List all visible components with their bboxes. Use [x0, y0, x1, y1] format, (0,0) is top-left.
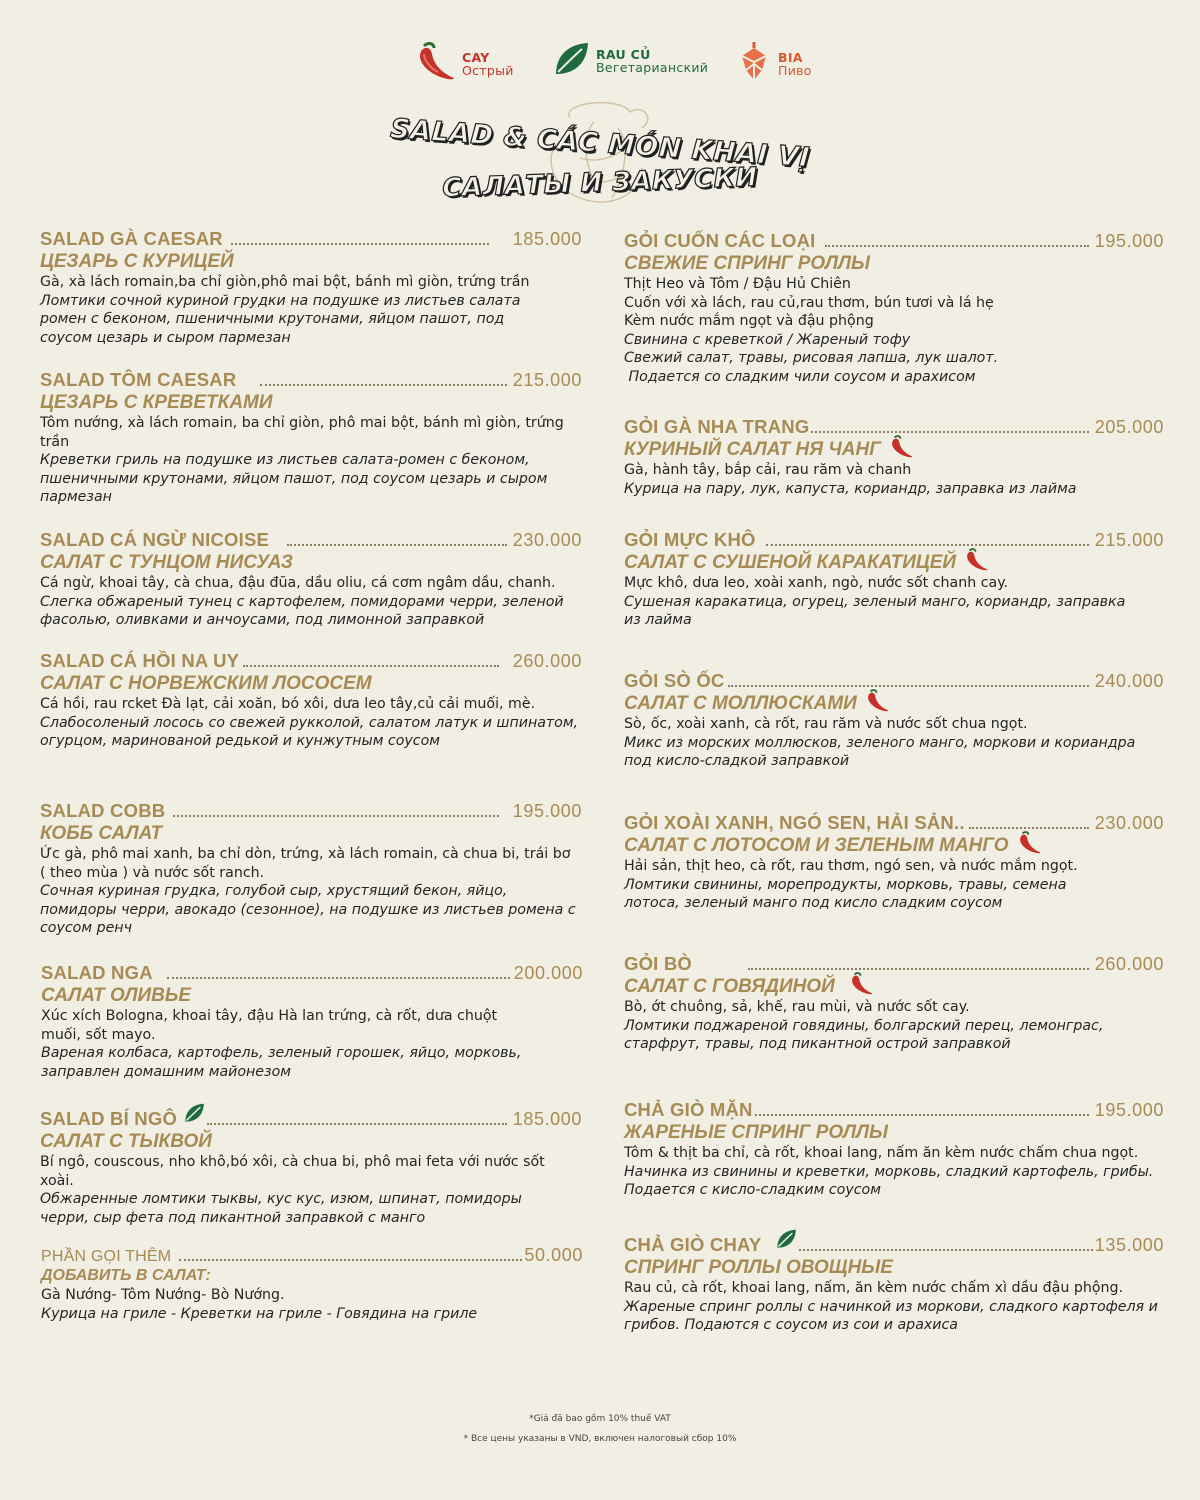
- item-name: CHẢ GIÒ MẶN: [624, 1099, 753, 1120]
- item-price: 205.000: [1094, 417, 1164, 437]
- item-description-vi: Cá hồi, rau rcket Đà lạt, cải xoăn, bó xôi, dưa leo tây,củ cải muối, mè.: [40, 696, 536, 712]
- item-description-vi: Mực khô, dưa leo, xoài xanh, ngò, nước sốt chanh cay.: [624, 575, 1009, 591]
- item-price: 260.000: [512, 651, 582, 671]
- menu-item: [624, 414, 1164, 498]
- item-name-ru-text: САЛАТ С ТУНЦОМ НИСУАЗ: [40, 552, 293, 573]
- item-name: SALAD NGA: [41, 962, 153, 983]
- item-description-vi: Tôm & thịt ba chỉ, cà rốt, khoai lang, nấm ăn kèm nước chấm chua ngọt.: [624, 1145, 1139, 1161]
- item-description-ru: Ломтики сочной куриной грудки на подушке из листьев салата ромен с беконом, пшеничными крутонами, яйцом пашот, под соусом цезарь и сыром пармезан: [40, 292, 521, 346]
- hop-icon: [736, 40, 772, 88]
- title-ru: САЛАТЫ И ЗАКУСКИ: [441, 162, 759, 204]
- dot-leader: [167, 977, 510, 979]
- dot-leader: [755, 1114, 1089, 1116]
- item-price: 215.000: [512, 370, 582, 390]
- item-price: 195.000: [1094, 231, 1164, 251]
- menu-item: [40, 798, 582, 938]
- item-name-ru: [40, 1130, 582, 1153]
- item-description-ru: Ломтики поджареной говядины, болгарский перец, лемонграс, старфрут, травы, под пикантной острой заправкой: [624, 1017, 1104, 1052]
- dot-leader: [748, 968, 1089, 970]
- dot-leader: [260, 384, 506, 386]
- menu-item: [624, 1097, 1164, 1200]
- item-name-ru: [41, 1266, 583, 1286]
- legend-vegetarian-ru: Вегетарианский: [596, 60, 709, 75]
- dot-leader: [799, 1249, 1092, 1251]
- item-price: 185.000: [512, 1109, 582, 1129]
- item-name-ru-text: СВЕЖИЕ СПРИНГ РОЛЛЫ: [624, 253, 871, 274]
- item-name: GỎI CUỐN CÁC LOẠI: [624, 230, 816, 251]
- item-name-ru-text: САЛАТ С НОРВЕЖСКИМ ЛОСОСЕМ: [40, 673, 372, 694]
- menu-item: [40, 527, 582, 630]
- menu-item: [40, 226, 582, 347]
- item-price: 135.000: [1094, 1235, 1164, 1255]
- menu-item: [41, 1244, 583, 1323]
- item-description-vi: Xúc xích Bologna, khoai tây, đậu Hà lan trứng, cà rốt, dưa chuột muối, sốt mayo.: [41, 1008, 498, 1043]
- item-description-vi: Rau củ, cà rốt, khoai lang, nấm, ăn kèm nước chấm xì dầu đậu phộng.: [624, 1280, 1124, 1296]
- item-description-vi: Bí ngô, couscous, nho khô,bó xôi, cà chua bi, phô mai feta với nước sốt xoài.: [40, 1154, 545, 1189]
- item-name-ru: [40, 672, 582, 695]
- item-name: SALAD BÍ NGÔ: [40, 1108, 178, 1129]
- item-price: 195.000: [512, 801, 582, 821]
- item-name-ru: [624, 1121, 1164, 1144]
- dot-leader: [243, 665, 499, 667]
- dot-leader: [728, 685, 1088, 687]
- item-name: CHẢ GIÒ CHAY: [624, 1234, 762, 1255]
- dot-leader: [179, 1259, 522, 1261]
- item-description-ru: Сушеная каракатица, огурец, зеленый манго, кориандр, заправка из лайма: [624, 593, 1126, 628]
- item-name-ru: [41, 984, 583, 1007]
- item-name-ru-text: КОББ САЛАТ: [40, 823, 163, 844]
- legend-beer-label: BIA: [778, 50, 803, 65]
- item-name: SALAD CÁ NGỪ NICOISE: [40, 529, 270, 550]
- menu-item: [624, 228, 1164, 386]
- item-name-ru-text: ДОБАВИТЬ В САЛАТ:: [41, 1267, 211, 1284]
- legend-spicy-ru: Острый: [462, 63, 514, 78]
- item-description-vi: Gà, hành tây, bắp cải, rau răm và chanh: [624, 462, 912, 478]
- item-description-vi: Kèm nước mắm ngọt và đậu phộng: [624, 313, 874, 329]
- item-name-ru: [624, 834, 1164, 857]
- item-description-vi: Hải sản, thịt heo, cà rốt, rau thơm, ngó sen, và nước mắm ngọt.: [624, 858, 1078, 874]
- item-name: GỎI BÒ: [624, 953, 693, 974]
- item-price: 200.000: [513, 963, 583, 983]
- item-description-vi: Tôm nướng, xà lách romain, ba chỉ giòn, phô mai bột, bánh mì giòn, trứng trần: [40, 415, 564, 450]
- legend-beer-ru: Пиво: [778, 63, 812, 78]
- menu-item: [41, 960, 583, 1081]
- menu-item: [624, 1232, 1164, 1335]
- item-name-ru: [624, 1256, 1164, 1279]
- item-name-ru: [624, 438, 1164, 461]
- page-title: [380, 98, 820, 218]
- item-name: PHẦN GỌI THÊM: [41, 1248, 172, 1265]
- item-description-ru: Вареная колбаса, картофель, зеленый горошек, яйцо, морковь, заправлен домашним майонезом: [41, 1045, 522, 1080]
- item-name: SALAD CÁ HỒI NA UY: [40, 650, 240, 671]
- item-description-ru: Начинка из свинины и креветки, морковь, сладкий картофель, грибы. Подается с кисло-сладким соусом: [624, 1163, 1154, 1198]
- menu-item: [624, 810, 1164, 913]
- item-name-ru-text: САЛАТ С ЛОТОСОМ И ЗЕЛЕНЫМ МАНГО: [624, 835, 1009, 856]
- menu-item: [624, 951, 1164, 1054]
- menu-item: [40, 648, 582, 751]
- item-name-ru-text: САЛАТ С ТЫКВОЙ: [40, 1131, 212, 1152]
- item-name-ru: [624, 975, 1164, 998]
- item-description-ru: Подается со сладким чили соусом и арахисом: [624, 368, 976, 385]
- item-price: 215.000: [1094, 530, 1164, 550]
- dot-leader: [766, 544, 1089, 546]
- item-name-ru-text: ЦЕЗАРЬ С КРЕВЕТКАМИ: [40, 392, 273, 413]
- item-description-ru: Креветки гриль на подушке из листьев салата-ромен с беконом, пшеничными крутонами, яйцом пашот, под соусом цезарь и сыром пармезан: [40, 452, 548, 505]
- leaf-icon: [775, 1228, 797, 1254]
- menu-item: [40, 1106, 582, 1227]
- item-name-ru: [40, 551, 582, 574]
- item-description-vi: Cá ngừ, khoai tây, cà chua, đậu đũa, dầu oliu, cá cơm ngâm dầu, chanh.: [40, 575, 556, 591]
- dot-leader: [173, 815, 498, 817]
- legend-vegetarian-label: RAU CỦ: [596, 47, 651, 62]
- leaf-icon: [552, 40, 590, 82]
- item-description-vi: Sò, ốc, xoài xanh, cà rốt, rau răm và nước sốt chua ngọt.: [624, 716, 1028, 732]
- item-description-vi: Ức gà, phô mai xanh, ba chỉ dòn, trứng, xà lách romain, cà chua bi, trái bơ ( theo mùa ) và nước sốt ranch.: [40, 846, 571, 881]
- chili-icon: [414, 40, 456, 88]
- dot-leader: [811, 431, 1088, 433]
- item-name-ru-text: САЛАТ С ГОВЯДИНОЙ: [624, 976, 835, 997]
- item-description-ru: Слегка обжареный тунец с картофелем, помидорами черри, зеленой фасолью, оливками и анчоусами, под лимонной заправкой: [40, 593, 564, 628]
- legend-spicy: [414, 40, 514, 88]
- item-name: GỎI XOÀI XANH, NGÓ SEN, HẢI SẢN..: [624, 812, 965, 833]
- item-name-ru-text: ЦЕЗАРЬ С КУРИЦЕЙ: [40, 251, 234, 272]
- item-description-ru: Ломтики свинины, морепродукты, морковь, травы, семена лотоса, зеленый манго под кисло сладким соусом: [624, 876, 1067, 911]
- item-name: GỎI GÀ NHA TRANG: [624, 416, 810, 437]
- footnote-vat: *Giá đã bao gồm 10% thuế VAT: [529, 1414, 671, 1424]
- item-price: 230.000: [1094, 813, 1164, 833]
- item-name: SALAD GÀ CAESAR: [40, 228, 223, 249]
- item-price: 50.000: [524, 1245, 583, 1265]
- item-price: 195.000: [1094, 1100, 1164, 1120]
- menu-item: [40, 367, 582, 507]
- item-name-ru-text: СПРИНГ РОЛЛЫ ОВОЩНЫЕ: [624, 1257, 893, 1278]
- dot-leader: [287, 544, 507, 546]
- item-description-ru: Свинина с креветкой / Жареный тофу: [624, 331, 911, 348]
- item-description-vi: Bò, ớt chuông, sả, khế, rau mùi, và nước sốt cay.: [624, 999, 970, 1015]
- title-vi: SALAD & CÁC MÓN KHAI VỊ: [389, 113, 811, 174]
- item-description-ru: Сочная куриная грудка, голубой сыр, хрустящий бекон, яйцо, помидоры черри, авокадо (сезонное), на подушке из листьев ромена с соусом ренч: [40, 883, 576, 936]
- dot-leader: [231, 243, 489, 245]
- item-price: 230.000: [512, 530, 582, 550]
- item-description-vi: Thịt Heo và Tôm / Đậu Hủ Chiên: [624, 276, 851, 292]
- item-description-ru: Слабосоленый лосось со свежей рукколой, салатом латук и шпинатом, огурцом, маринованой редькой и кунжутным соусом: [40, 714, 579, 749]
- dot-leader: [207, 1123, 507, 1125]
- menu-item: [624, 527, 1164, 630]
- item-description-ru: Курица на гриле - Креветки на гриле - Говядина на гриле: [41, 1305, 478, 1322]
- menu-item: [624, 668, 1164, 771]
- footnote-vat-ru: * Все цены указаны в VND, включен налоговый сбор 10%: [463, 1434, 737, 1444]
- item-name-ru: [624, 551, 1164, 574]
- item-description-vi: Cuốn với xà lách, rau củ,rau thơm, bún tươi và lá hẹ: [624, 294, 994, 311]
- item-name: GỎI SÒ ỐC: [624, 670, 725, 691]
- item-price: 185.000: [512, 229, 582, 249]
- item-name-ru-text: САЛАТ С МОЛЛЮСКАМИ: [624, 693, 857, 714]
- dot-leader: [825, 245, 1088, 247]
- item-description-vi: Gà Nướng- Tôm Nướng- Bò Nướng.: [41, 1287, 285, 1303]
- item-name-ru-text: ЖАРЕНЫЕ СПРИНГ РОЛЛЫ: [624, 1122, 889, 1143]
- item-description-ru: Свежий салат, травы, рисовая лапша, лук шалот.: [624, 350, 999, 366]
- item-name-ru-text: САЛАТ ОЛИВЬЕ: [41, 985, 192, 1006]
- item-name-ru: [624, 252, 1164, 275]
- item-name: SALAD TÔM CAESAR: [40, 369, 237, 390]
- leaf-icon: [183, 1102, 205, 1128]
- item-price: 240.000: [1094, 671, 1164, 691]
- item-name-ru-text: САЛАТ С СУШЕНОЙ КАРАКАТИЦЕЙ: [624, 552, 957, 573]
- legend-beer: [736, 40, 812, 88]
- item-description-ru: Обжаренные ломтики тыквы, кус кус, изюм, шпинат, помидоры черри, сыр фета под пикантной заправкой с манго: [40, 1191, 522, 1226]
- legend-vegetarian: [552, 40, 708, 82]
- item-description-vi: Gà, xà lách romain,ba chỉ giòn,phô mai bột, bánh mì giòn, trứng trần: [40, 274, 530, 290]
- item-name-ru-text: КУРИНЫЙ САЛАТ НЯ ЧАНГ: [624, 439, 881, 460]
- item-name: GỎI MỰC KHÔ: [624, 529, 756, 550]
- legend-spicy-label: CAY: [462, 50, 490, 65]
- item-description-ru: Курица на пару, лук, капуста, кориандр, заправка из лайма: [624, 480, 1077, 497]
- item-name-ru: [40, 250, 582, 273]
- legend: [0, 40, 1200, 100]
- item-name-ru: [40, 391, 582, 414]
- item-name-ru: [624, 692, 1164, 715]
- item-name-ru: [40, 822, 582, 845]
- item-description-ru: Микс из морских моллюсков, зеленого манго, моркови и кориандра под кисло-сладкой заправкой: [624, 734, 1136, 769]
- item-name: SALAD COBB: [40, 800, 166, 821]
- item-description-ru: Жареные спринг роллы с начинкой из моркови, сладкого картофеля и грибов. Подаются с соусом из сои и арахиса: [624, 1298, 1158, 1333]
- item-price: 260.000: [1094, 954, 1164, 974]
